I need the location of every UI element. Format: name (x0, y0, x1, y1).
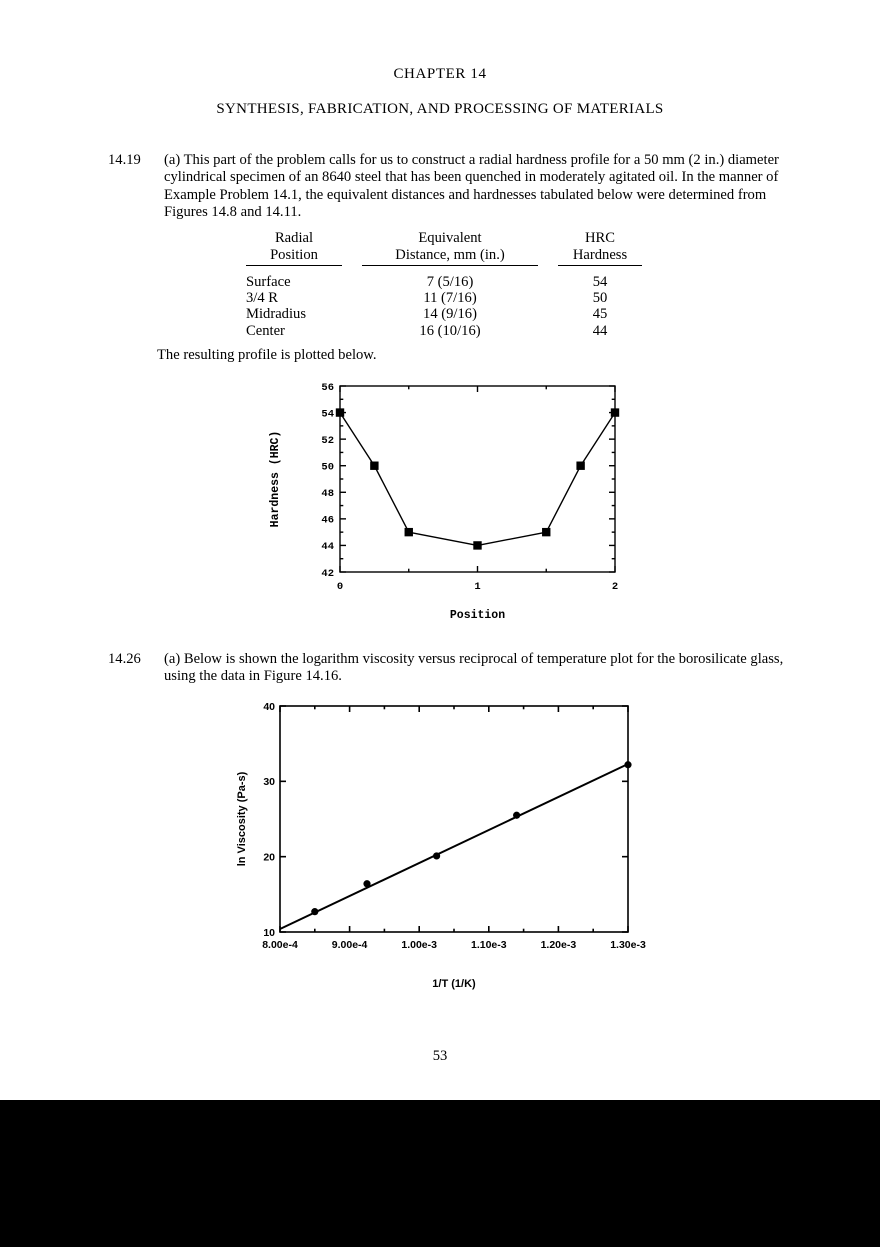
header-hrc-hardness (548, 230, 652, 266)
y-tick-label: 54 (321, 408, 334, 421)
viscosity-svg (232, 697, 652, 997)
problem-14-19 (108, 152, 798, 221)
header-radial-position (236, 230, 352, 266)
table-row (236, 323, 652, 339)
x-tick-label: 1.00e-3 (401, 939, 438, 951)
table-row (236, 290, 652, 306)
cell-distance: 16 (10/16) (419, 322, 481, 339)
y-axis-title: ln Viscosity (Pa-s) (236, 771, 248, 867)
x-tick-label: 1.30e-3 (610, 939, 646, 951)
problem-14-26 (108, 651, 798, 686)
data-point-marker (513, 812, 520, 819)
cell-distance: 11 (7/16) (423, 290, 477, 307)
x-axis-title: Position (449, 609, 506, 622)
header-line-1: HRC (584, 230, 615, 246)
y-tick-label: 52 (321, 434, 334, 447)
x-tick-label: 0 (336, 581, 344, 593)
page-number: 53 (432, 1048, 448, 1064)
cell-position: 3/4 R (246, 290, 279, 307)
hardness-profile-chart (262, 378, 627, 626)
y-axis-title: Hardness (HRC) (269, 430, 282, 528)
data-point-marker (405, 528, 413, 536)
x-tick-label: 9.00e-4 (331, 939, 368, 951)
data-point-marker (370, 462, 378, 470)
cell-hardness: 54 (592, 274, 608, 290)
cell-position: Midradius (246, 306, 306, 323)
data-point-marker (336, 408, 344, 416)
y-tick-label: 56 (321, 381, 334, 394)
problem-text: (a) This part of the problem calls for us to construct a radial hardness profile for a 50 mm (2 in.) diameter cylindrical specimen of an 8640 steel that has been quenched in moderately agitated oil. In the manner of Example Problem 14.1, the equivalent distances and hardnesses tabulated below were determined from Figures 14.8 and 14.11. (164, 152, 779, 220)
data-point-marker (363, 880, 370, 887)
x-tick-label: 2 (611, 581, 619, 593)
header-equivalent-distance (352, 230, 548, 266)
data-point-marker (624, 761, 631, 768)
y-tick-label: 50 (321, 461, 334, 474)
y-tick-label: 40 (263, 700, 275, 713)
x-tick-label: 1 (474, 581, 481, 593)
y-tick-label: 48 (321, 488, 334, 501)
problem-number: 14.19 (108, 152, 141, 168)
y-tick-label: 46 (321, 514, 334, 527)
y-tick-label: 42 (321, 567, 334, 580)
x-tick-label: 1.10e-3 (470, 939, 507, 951)
hardness-data-table (236, 230, 652, 339)
bottom-black-band (0, 1100, 880, 1247)
y-tick-label: 10 (263, 926, 275, 939)
table-header-row (236, 230, 652, 266)
y-tick-label: 44 (321, 541, 334, 554)
data-point-marker (611, 408, 619, 416)
x-tick-label: 8.00e-4 (262, 939, 298, 951)
resulting-profile-caption: The resulting profile is plotted below. (157, 347, 377, 363)
cell-distance: 14 (9/16) (423, 306, 477, 323)
chapter-title: CHAPTER 14 (393, 66, 487, 82)
cell-hardness: 45 (592, 306, 608, 323)
data-point-marker (311, 908, 318, 915)
header-line-1: Radial (274, 230, 314, 246)
cell-position: Surface (246, 274, 291, 290)
cell-hardness: 50 (592, 290, 608, 307)
cell-distance: 7 (5/16) (426, 274, 474, 290)
y-tick-label: 20 (263, 851, 275, 864)
header-line-2: Position (246, 247, 342, 267)
hardness-profile-svg (262, 378, 627, 626)
header-line-2: Hardness (558, 247, 642, 267)
table-spacer-row (236, 266, 652, 274)
chapter-subtitle: SYNTHESIS, FABRICATION, AND PROCESSING OF MATERIALS (216, 101, 664, 117)
header-line-2: Distance, mm (in.) (362, 247, 538, 267)
x-tick-label: 1.20e-3 (540, 939, 577, 951)
data-point-marker (473, 541, 481, 549)
fit-line (280, 764, 628, 929)
cell-position: Center (246, 322, 285, 339)
cell-hardness: 44 (592, 322, 608, 339)
data-point-marker (542, 528, 550, 536)
plot-frame (280, 706, 628, 932)
data-line (340, 413, 615, 546)
data-point-marker (576, 462, 584, 470)
x-axis-title: 1/T (1/K) (432, 978, 476, 990)
table-row (236, 274, 652, 290)
y-tick-label: 30 (263, 776, 275, 789)
problem-text: (a) Below is shown the logarithm viscosity versus reciprocal of temperature plot for the borosilicate glass, using the data in Figure 14.16. (164, 651, 784, 685)
viscosity-chart (232, 697, 652, 997)
table-row (236, 306, 652, 322)
data-point-marker (433, 852, 440, 859)
header-line-1: Equivalent (418, 230, 482, 246)
problem-number: 14.26 (108, 651, 141, 667)
